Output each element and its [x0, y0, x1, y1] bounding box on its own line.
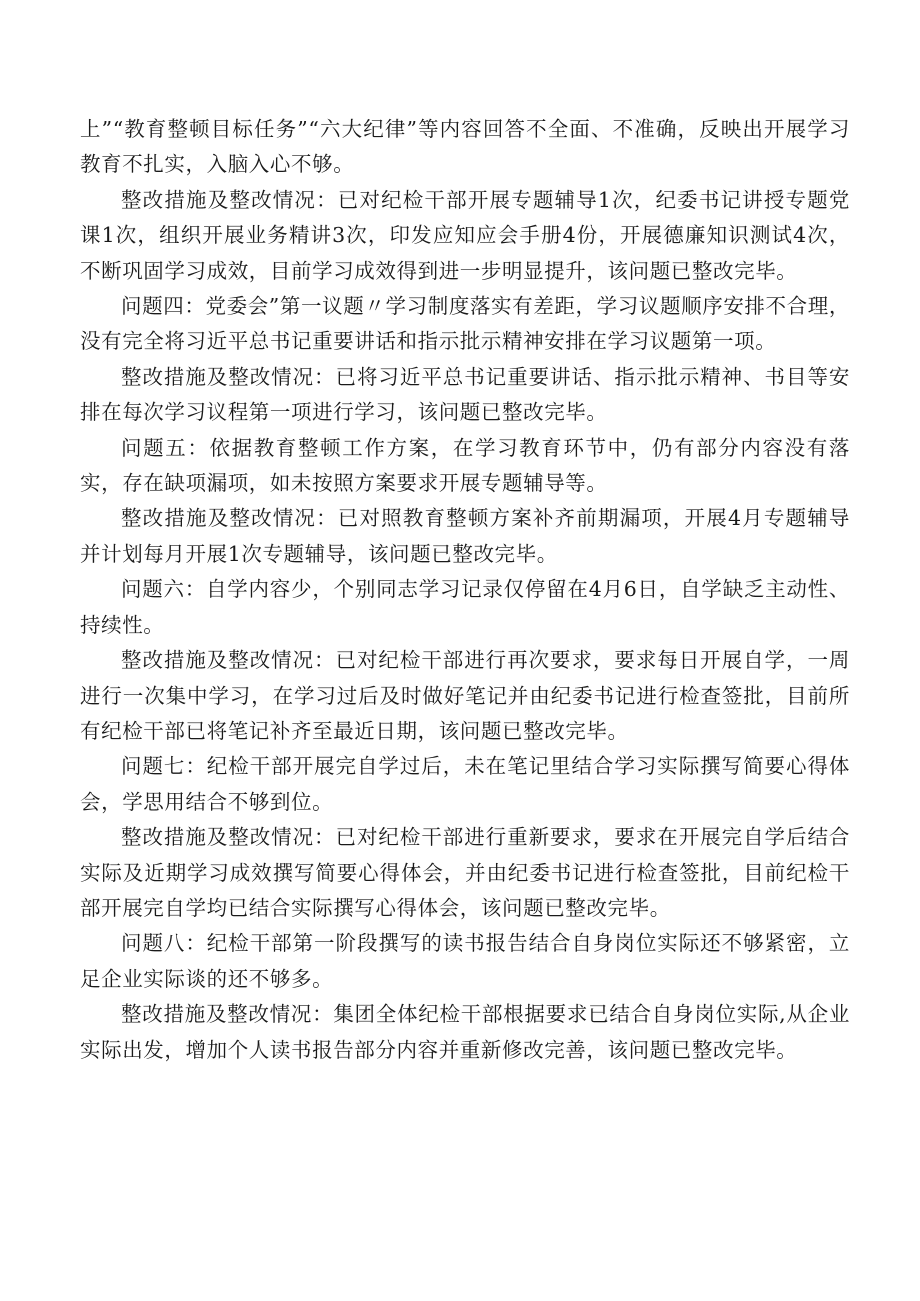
paragraph-rectification-4: 整改措施及整改情况：已将习近平总书记重要讲话、指示批示精神、书目等安排在每次学习议程第一项进行学习，该问题已整改完毕。: [80, 364, 850, 425]
paragraph-continuation: 上”“教育整顿目标任务”“六大纪律”等内容回答不全面、不准确，反映出开展学习教育不扎实，入脑入心不够。: [80, 117, 850, 177]
paragraph-rectification-8: 整改措施及整改情况：集团全体纪检干部根据要求已结合自身岗位实际,从企业实际出发，增加个人读书报告部分内容并重新修改完善，该问题已整改完毕。: [80, 1002, 850, 1062]
paragraph-rectification-6: 整改措施及整改情况：已对纪检干部进行再次要求，要求每日开展自学，一周进行一次集中学习，在学习过后及时做好笔记并由纪委书记进行检查签批，目前所有纪检干部已将笔记补齐至最近日期，该问题已整改完毕。: [80, 648, 850, 743]
paragraph-problem-4: 问题四：党委会”第一议题〃学习制度落实有差距，学习议题顺序安排不合理，没有完全将习近平总书记重要讲话和指示批示精神安排在学习议题第一项。: [80, 294, 850, 354]
paragraph-rectification-7: 整改措施及整改情况：已对纪检干部进行重新要求，要求在开展完自学后结合实际及近期学习成效撰写简要心得体会，并由纪委书记进行检查签批，目前纪检干部开展完自学均已结合实际撰写心得体会，该问题已整改完毕。: [80, 825, 850, 920]
document-body: [80, 112, 850, 1068]
paragraph-rectification-5: 整改措施及整改情况：已对照教育整顿方案补齐前期漏项，开展4月专题辅导并计划每月开展1次专题辅导，该问题已整改完毕。: [80, 506, 850, 566]
paragraph-problem-8: 问题八：纪检干部第一阶段撰写的读书报告结合自身岗位实际还不够紧密，立足企业实际谈的还不够多。: [80, 931, 850, 991]
paragraph-problem-7: 问题七：纪检干部开展完自学过后，未在笔记里结合学习实际撰写简要心得体会，学思用结合不够到位。: [80, 754, 850, 814]
paragraph-problem-6: 问题六：自学内容少，个别同志学习记录仅停留在4月6日，自学缺乏主动性、持续性。: [80, 577, 850, 637]
paragraph-rectification-1: 整改措施及整改情况：已对纪检干部开展专题辅导1次，纪委书记讲授专题党课1次，组织开展业务精讲3次，印发应知应会手册4份，开展德廉知识测试4次，不断巩固学习成效，目前学习成效得到进一步明显提升，该问题已整改完毕。: [80, 187, 850, 283]
paragraph-problem-5: 问题五：依据教育整顿工作方案，在学习教育环节中，仍有部分内容没有落实，存在缺项漏项，如未按照方案要求开展专题辅导等。: [80, 435, 850, 496]
